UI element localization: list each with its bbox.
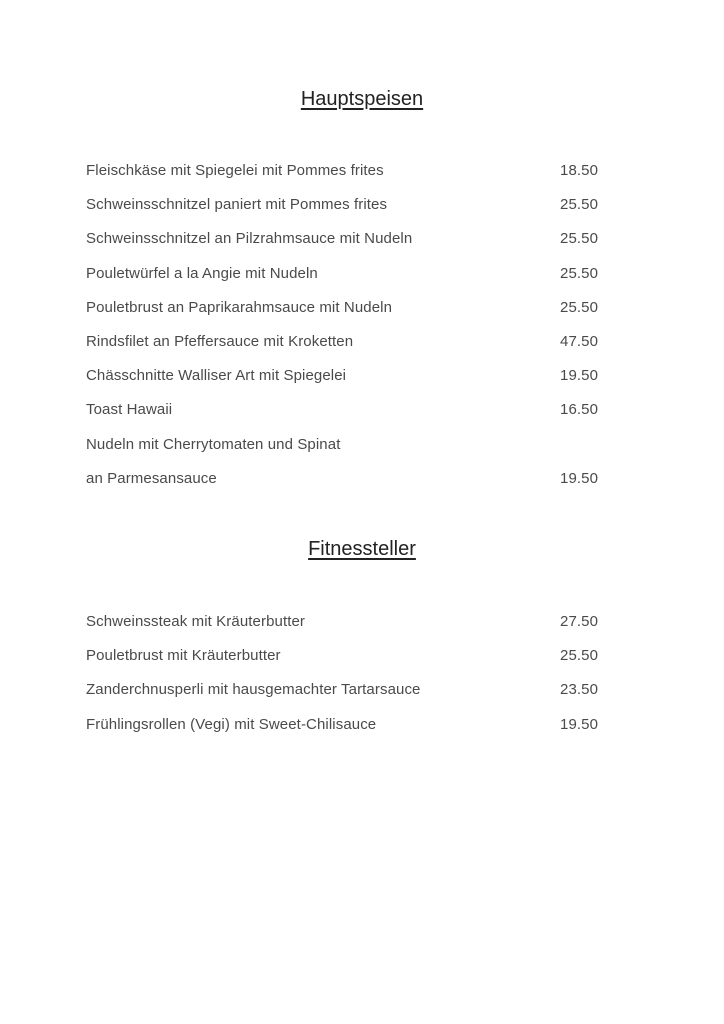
menu-item-name: Rindsfilet an Pfeffersauce mit Kroketten <box>86 333 354 350</box>
menu-item-price: 25.50 <box>560 298 599 316</box>
section-title-fitnessteller: Fitnessteller <box>308 538 416 560</box>
menu-item-price: 16.50 <box>560 401 599 419</box>
menu-item <box>86 333 606 355</box>
menu-item-name: Frühlingsrollen (Vegi) mit Sweet-Chilisauce <box>86 715 377 733</box>
menu-item-name: an Parmesansauce <box>86 469 217 487</box>
menu-item <box>86 196 606 218</box>
menu-item <box>86 401 606 423</box>
menu-item <box>86 162 606 184</box>
menu-item <box>86 613 606 635</box>
menu-item-name: Pouletbrust mit Kräuterbutter <box>86 647 281 665</box>
menu-item <box>86 367 606 389</box>
menu-item <box>86 681 606 703</box>
menu-item-name: Pouletbrust an Paprikarahmsauce mit Nudeln <box>86 298 393 316</box>
menu-item-price: 25.50 <box>560 196 599 214</box>
menu-item-name: Nudeln mit Cherrytomaten und Spinat <box>86 435 341 453</box>
menu-item <box>86 265 606 287</box>
menu-item-name: Zanderchnusperli mit hausgemachter Tartarsauce <box>86 681 421 699</box>
menu-item <box>86 716 606 738</box>
menu-item-price: 25.50 <box>560 264 599 282</box>
menu-item-name: Schweinssteak mit Kräuterbutter <box>86 613 306 630</box>
menu-item-price: 27.50 <box>560 613 599 630</box>
menu-item-name: Pouletwürfel a la Angie mit Nudeln <box>86 264 318 282</box>
menu-item-price: 18.50 <box>560 162 599 179</box>
section-title-hauptspeisen: Hauptspeisen <box>300 88 424 110</box>
menu-item-name: Toast Hawaii <box>86 401 173 419</box>
menu-item-name: Fleischkäse mit Spiegelei mit Pommes frites <box>86 162 384 179</box>
menu-item-name: Chässchnitte Walliser Art mit Spiegelei <box>86 367 347 385</box>
menu-item <box>86 436 606 458</box>
menu-item-name: Schweinsschnitzel paniert mit Pommes frites <box>86 196 388 214</box>
menu-item-price: 19.50 <box>560 469 599 487</box>
menu-item-price: 25.50 <box>560 647 599 665</box>
menu-item <box>86 470 606 492</box>
menu-item <box>86 299 606 321</box>
menu-item-price: 19.50 <box>560 367 599 385</box>
menu-item <box>86 230 606 252</box>
menu-item-name: Schweinsschnitzel an Pilzrahmsauce mit Nudeln <box>86 230 413 248</box>
menu-item-price: 19.50 <box>560 715 599 733</box>
menu-item-price: 25.50 <box>560 230 599 248</box>
menu-item-price: 47.50 <box>560 333 599 350</box>
menu-item-price: 23.50 <box>560 681 599 699</box>
menu-item <box>86 647 606 669</box>
